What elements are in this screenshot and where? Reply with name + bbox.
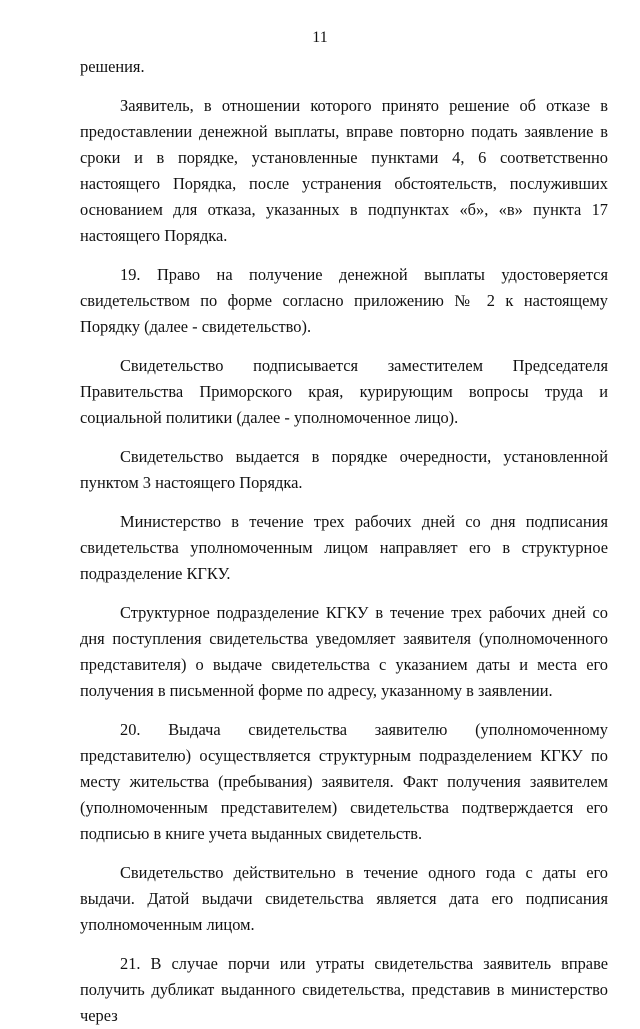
paragraph-notification: Структурное подразделение КГКУ в течение трех рабочих дней со дня поступления свидетельства уведомляет заявителя (уполномоченного представителя) о выдаче свидетельства с указанием даты и места его получения в письменной форме по адресу, указанному в заявлении. — [80, 603, 608, 700]
paragraph-item-20: 20. Выдача свидетельства заявителю (уполномоченному представителю) осуществляется структурным подразделением КГКУ по месту жительства (пребывания) заявителя. Факт получения заявителем (уполномоченным представителем) свидетельства подтверждается его подписью в книге учета выданных свидетельств. — [80, 720, 608, 843]
paragraph-reapplication: Заявитель, в отношении которого принято решение об отказе в предоставлении денежной выплаты, вправе повторно подать заявление в сроки и в порядке, установленные пунктами 4, 6 соответственно настоящего Порядка, после устранения обстоятельств, послуживших основанием для отказа, указанных в подпунктах «б», «в» пункта 17 настоящего Порядка. — [80, 96, 608, 245]
paragraph-item-21: 21. В случае порчи или утраты свидетельства заявитель вправе получить дубликат выданного свидетельства, представив в министерство через — [80, 954, 608, 1025]
paragraph-certificate-signing: Свидетельство подписывается заместителем Председателя Правительства Приморского края, курирующим вопросы труда и социальной политики (далее - уполномоченное лицо). — [80, 356, 608, 427]
paragraph-continuation: решения. — [80, 57, 145, 76]
paragraph-validity: Свидетельство действительно в течение одного года с даты его выдачи. Датой выдачи свидетельства является дата его подписания уполномоченным лицом. — [80, 863, 608, 934]
paragraph-item-19: 19. Право на получение денежной выплаты удостоверяется свидетельством по форме согласно приложению № 2 к настоящему Порядку (далее - свидетельство). — [80, 265, 608, 336]
paragraph-ministry-transfer: Министерство в течение трех рабочих дней со дня подписания свидетельства уполномоченным лицом направляет его в структурное подразделение КГКУ. — [80, 512, 608, 583]
page-number: 11 — [312, 29, 328, 46]
document-body — [80, 54, 608, 1029]
paragraph-certificate-issue-order: Свидетельство выдается в порядке очередности, установленной пунктом 3 настоящего Порядка. — [80, 447, 608, 492]
